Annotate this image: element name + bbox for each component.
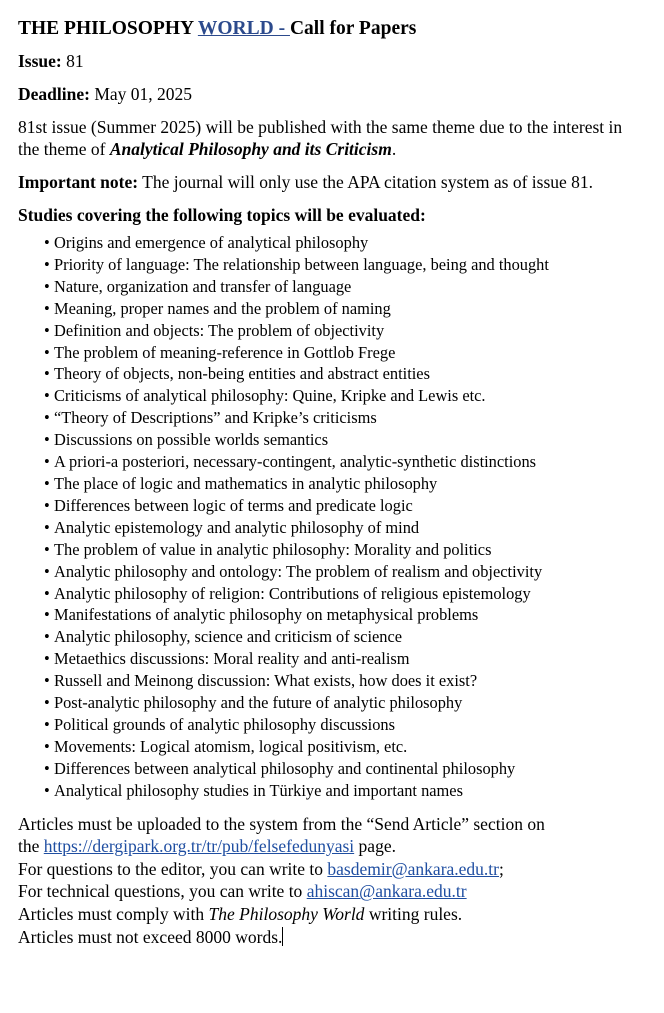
deadline-value: May 01, 2025: [94, 84, 193, 104]
topic-item: • Analytic philosophy and ontology: The problem of realism and objectivity: [44, 561, 646, 583]
note-text: The journal will only use the APA citation system as of issue 81.: [142, 172, 594, 192]
journal-name: The Philosophy World: [208, 903, 365, 924]
topic-item: • Criticisms of analytical philosophy: Quine, Kripke and Lewis etc.: [44, 385, 646, 407]
topic-item: • Differences between analytical philosophy and continental philosophy: [44, 758, 646, 780]
topic-item: • Russell and Meinong discussion: What exists, how does it exist?: [44, 670, 646, 692]
important-note: [18, 171, 646, 193]
topic-item: • Definition and objects: The problem of objectivity: [44, 320, 646, 342]
topic-item: • The problem of value in analytic philosophy: Morality and politics: [44, 539, 646, 561]
topic-item: • Meaning, proper names and the problem of naming: [44, 298, 646, 320]
text-cursor: [282, 927, 283, 946]
topic-item: • Analytic philosophy, science and criticism of science: [44, 626, 646, 648]
dergipark-link[interactable]: https://dergipark.org.tr/tr/pub/felsefedunyasi: [43, 836, 355, 857]
topics-list: [18, 232, 646, 802]
intro-end: .: [391, 139, 397, 159]
topic-item: • Analytic epistemology and analytic philosophy of mind: [44, 517, 646, 539]
word-limit-line: Articles must not exceed 8000 words.: [18, 926, 283, 947]
issue-line: [18, 50, 646, 72]
topic-item: • Political grounds of analytic philosophy discussions: [44, 714, 646, 736]
intro-text: 81st issue (Summer 2025) will be published with the same theme due to the interest in the theme of: [18, 117, 623, 159]
upload-line-2: the https://dergipark.org.tr/tr/pub/felsefedunyasi page.: [18, 836, 396, 857]
topic-item: • “Theory of Descriptions” and Kripke’s criticisms: [44, 407, 646, 429]
topic-item: • Priority of language: The relationship between language, being and thought: [44, 254, 646, 276]
issue-label: Issue:: [18, 51, 62, 71]
topic-item: • Movements: Logical atomism, logical positivism, etc.: [44, 736, 646, 758]
topic-item: • Analytic philosophy of religion: Contributions of religious epistemology: [44, 583, 646, 605]
topic-item: • Nature, organization and transfer of language: [44, 276, 646, 298]
topic-item: • Differences between logic of terms and predicate logic: [44, 495, 646, 517]
topic-item: • Post-analytic philosophy and the future of analytic philosophy: [44, 692, 646, 714]
deadline-label: Deadline:: [18, 84, 90, 104]
submission-info: [18, 813, 646, 949]
topic-item: • Metaethics discussions: Moral reality and anti-realism: [44, 648, 646, 670]
title-world: WORLD -: [197, 18, 290, 39]
tech-line: For technical questions, you can write to ahiscan@ankara.edu.tr: [18, 881, 467, 902]
topic-item: • A priori-a posteriori, necessary-contingent, analytic-synthetic distinctions: [44, 451, 646, 473]
topic-item: • Analytical philosophy studies in Türkiye and important names: [44, 780, 646, 802]
tech-email-link[interactable]: ahiscan@ankara.edu.tr: [306, 881, 467, 902]
intro-paragraph: [18, 116, 646, 160]
topic-item: • Manifestations of analytic philosophy on metaphysical problems: [44, 604, 646, 626]
topic-item: • The problem of meaning-reference in Gottlob Frege: [44, 342, 646, 364]
editor-line: For questions to the editor, you can write to basdemir@ankara.edu.tr;: [18, 858, 504, 879]
topic-item: • Discussions on possible worlds semantics: [44, 429, 646, 451]
theme-text: Analytical Philosophy and its Criticism: [109, 139, 392, 159]
title-part1: THE PHILOSOPHY: [18, 18, 198, 39]
topic-item: • Origins and emergence of analytical philosophy: [44, 232, 646, 254]
page-title: [18, 14, 646, 44]
upload-line-1: Articles must be uploaded to the system from the “Send Article” section on: [18, 813, 545, 834]
title-part2: Call for Papers: [289, 18, 417, 39]
issue-value: 81: [66, 51, 84, 71]
deadline-line: [18, 83, 646, 105]
note-label: Important note:: [18, 172, 139, 192]
rules-line: Articles must comply with The Philosophy World writing rules.: [18, 903, 463, 924]
editor-email-link[interactable]: basdemir@ankara.edu.tr: [327, 858, 499, 879]
topics-heading: Studies covering the following topics will be evaluated:: [18, 205, 426, 225]
topic-item: • Theory of objects, non-being entities and abstract entities: [44, 363, 646, 385]
topic-item: • The place of logic and mathematics in analytic philosophy: [44, 473, 646, 495]
